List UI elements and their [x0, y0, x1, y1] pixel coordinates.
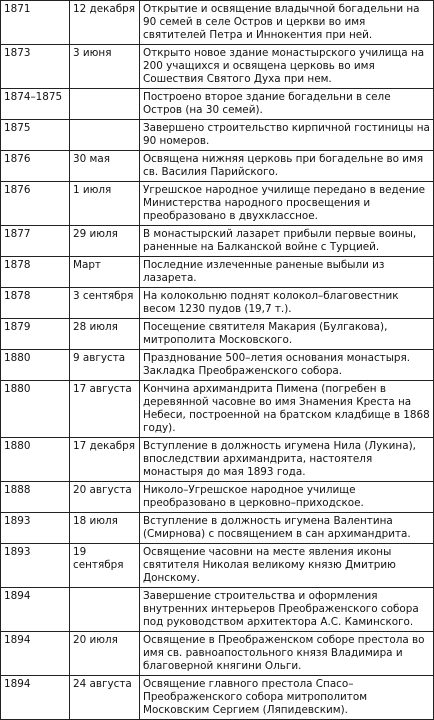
table-row: [1, 151, 434, 182]
event-cell: В монастырский лазарет прибыли первые воины, раненные на Балканской войне с Турцией.: [140, 226, 434, 257]
year-cell: 1876: [1, 182, 70, 226]
date-cell: [70, 89, 140, 120]
chronology-body: [1, 1, 434, 720]
date-cell: 29 июля: [70, 226, 140, 257]
event-cell: Открыто новое здание монастырского училища на 200 учащихся и освящена церковь во имя Сошествия Святого Духа при нем.: [140, 45, 434, 89]
date-cell: [70, 120, 140, 151]
year-cell: 1888: [1, 482, 70, 513]
year-cell: 1876: [1, 151, 70, 182]
table-row: [1, 676, 434, 720]
event-cell: Открытие и освящение владычной богадельни на 90 семей в селе Остров и церкви во имя святителей Петра и Иннокентия при ней.: [140, 1, 434, 45]
year-cell: 1880: [1, 350, 70, 381]
table-row: [1, 89, 434, 120]
event-cell: На колокольню поднят колокол–благовестник весом 1230 пудов (19,7 т.).: [140, 288, 434, 319]
event-cell: Построено второе здание богадельни в селе Остров (на 30 семей).: [140, 89, 434, 120]
date-cell: 28 июля: [70, 319, 140, 350]
year-cell: 1871: [1, 1, 70, 45]
date-cell: 3 июня: [70, 45, 140, 89]
event-cell: Последние излеченные раненые выбыли из лазарета.: [140, 257, 434, 288]
year-cell: 1878: [1, 288, 70, 319]
table-row: [1, 45, 434, 89]
date-cell: 18 июля: [70, 513, 140, 544]
event-cell: Освящение в Преображенском соборе престола во имя св. равноапостольного князя Владимира и благоверной княгини Ольги.: [140, 632, 434, 676]
table-row: [1, 632, 434, 676]
date-cell: 20 июля: [70, 632, 140, 676]
date-cell: 19 сентября: [70, 544, 140, 588]
year-cell: 1894: [1, 588, 70, 632]
event-cell: Посещение святителя Макария (Булгакова), митрополита Московского.: [140, 319, 434, 350]
event-cell: Вступление в должность игумена Валентина (Смирнова) с посвящением в сан архимандрита.: [140, 513, 434, 544]
event-cell: Завершено строительство кирпичной гостиницы на 90 номеров.: [140, 120, 434, 151]
year-cell: 1877: [1, 226, 70, 257]
table-row: [1, 381, 434, 438]
date-cell: 17 августа: [70, 381, 140, 438]
table-row: [1, 226, 434, 257]
table-row: [1, 182, 434, 226]
table-row: [1, 513, 434, 544]
table-row: [1, 319, 434, 350]
table-row: [1, 482, 434, 513]
event-cell: Завершение строительства и оформления внутренних интерьеров Преображенского собора под руководством архитектора А.С. Каминского.: [140, 588, 434, 632]
date-cell: 3 сентября: [70, 288, 140, 319]
table-row: [1, 544, 434, 588]
table-row: [1, 120, 434, 151]
date-cell: 17 декабря: [70, 438, 140, 482]
event-cell: Николо–Угрешское народное училище преобразовано в церковно–приходское.: [140, 482, 434, 513]
event-cell: Кончина архимандрита Пимена (погребен в деревянной часовне во имя Знамения Креста на Небеси, построенной на братском кладбище в 1868 году).: [140, 381, 434, 438]
date-cell: 24 августа: [70, 676, 140, 720]
year-cell: 1880: [1, 438, 70, 482]
table-row: [1, 350, 434, 381]
table-row: [1, 257, 434, 288]
event-cell: Угрешское народное училище передано в ведение Министерства народного просвещения и преобразовано в двухклассное.: [140, 182, 434, 226]
event-cell: Празднование 500–летия основания монастыря. Закладка Преображенского собора.: [140, 350, 434, 381]
date-cell: 12 декабря: [70, 1, 140, 45]
date-cell: [70, 588, 140, 632]
event-cell: Освящение главного престола Спасо–Преображенского собора митрополитом Московским Сергием (Ляпидевским).: [140, 676, 434, 720]
year-cell: 1873: [1, 45, 70, 89]
date-cell: 20 августа: [70, 482, 140, 513]
year-cell: 1894: [1, 632, 70, 676]
year-cell: 1879: [1, 319, 70, 350]
event-cell: Освящение часовни на месте явления иконы святителя Николая великому князю Дмитрию Донскому.: [140, 544, 434, 588]
date-cell: 30 мая: [70, 151, 140, 182]
table-row: [1, 588, 434, 632]
year-cell: 1874–1875: [1, 89, 70, 120]
date-cell: 9 августа: [70, 350, 140, 381]
table-row: [1, 438, 434, 482]
year-cell: 1893: [1, 513, 70, 544]
year-cell: 1878: [1, 257, 70, 288]
year-cell: 1894: [1, 676, 70, 720]
year-cell: 1893: [1, 544, 70, 588]
event-cell: Вступление в должность игумена Нила (Лукина), впоследствии архимандрита, настоятеля монастыря до мая 1893 года.: [140, 438, 434, 482]
event-cell: Освящена нижняя церковь при богадельне во имя св. Василия Парийского.: [140, 151, 434, 182]
date-cell: 1 июля: [70, 182, 140, 226]
year-cell: 1875: [1, 120, 70, 151]
date-cell: Март: [70, 257, 140, 288]
table-row: [1, 288, 434, 319]
year-cell: 1880: [1, 381, 70, 438]
table-row: [1, 1, 434, 45]
